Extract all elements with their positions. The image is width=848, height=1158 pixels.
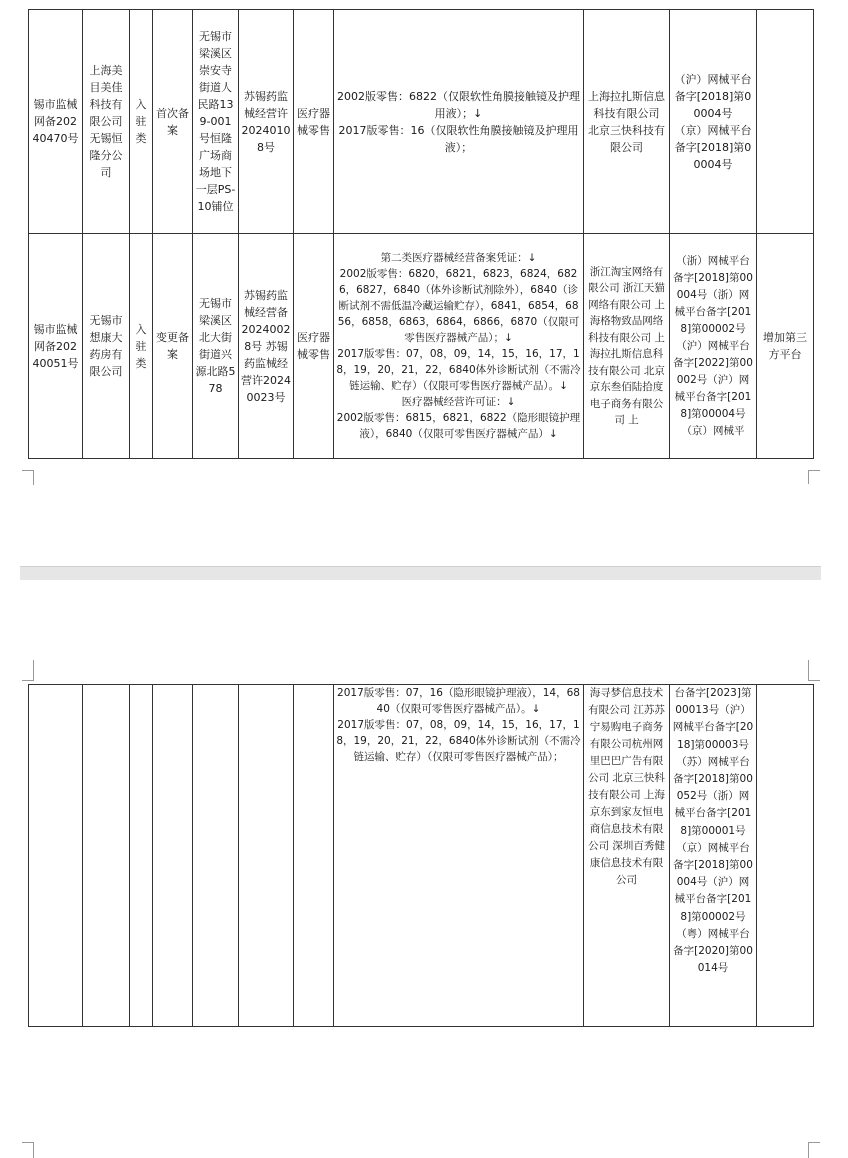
license-cell: 苏锡药监械经营备20240028号 苏锡药监械经营许20240023号 — [239, 234, 294, 459]
remark-cell — [757, 10, 814, 234]
license-cell: 苏锡药监械经营许20240108号 — [239, 10, 294, 234]
company-cell: 上海美目美佳科技有限公司无锡恒隆分公司 — [83, 10, 130, 234]
scope-type-cell: 医疗器械零售 — [294, 10, 334, 234]
category-cell: 入驻类 — [130, 10, 153, 234]
address-cell: 无锡市梁溪区崇安寺街道人民路139-001号恒隆广场商场地下一层PS-10铺位 — [193, 10, 239, 234]
reg-no-cell — [29, 685, 83, 1027]
table-row — [29, 10, 814, 234]
scope-cell-continued: 2017版零售：07，16（隐形眼镜护理液），14，6840（仅限可零售医疗器械产品）。↓ 2017版零售：07，08，09，14，15，16，17，18，19，20，21，22，6840体外诊断试剂（不需冷链运输、贮存）（仅限可零售医疗器械产品）； — [334, 685, 584, 1027]
platform-nos-cell-continued: 台备字[2023]第00013号（沪）网械平台备字[2018]第00003号（苏）网械平台备字[2018]第00052号（浙）网械平台备字[2018]第00001号（京）网械平台备字[2018]第00004号（沪）网械平台备字[2018]第00002号（粤）网械平台备字[2020]第00014号 — [670, 685, 757, 1027]
remark-cell: 增加第三方平台 — [757, 234, 814, 459]
document-page-1 — [0, 0, 848, 565]
filing-type-cell — [153, 685, 193, 1027]
page-gap — [20, 566, 821, 581]
platform-nos-cell: （沪）网械平台备字[2018]第00004号 （京）网械平台备字[2018]第00004号 — [670, 10, 757, 234]
filing-type-cell: 首次备案 — [153, 10, 193, 234]
company-cell: 无锡市想康大药房有限公司 — [83, 234, 130, 459]
address-cell: 无锡市梁溪区北大街街道兴源北路578 — [193, 234, 239, 459]
document-page-2 — [0, 580, 848, 1158]
platforms-cell: 浙江淘宝网络有限公司 浙江天猫网络有限公司 上海格物致品网络科技有限公司 上海拉扎斯信息科技有限公司 北京京东叁佰陆拾度电子商务有限公司 上 — [584, 234, 670, 459]
table-row — [29, 685, 814, 1027]
platforms-cell-continued: 海寻梦信息技术有限公司 江苏苏宁易购电子商务有限公司杭州网里巴巴广告有限公司 北京三快科技有限公司 上海京东到家友恒电商信息技术有限公司 深圳百秀健康信息技术有限公司 — [584, 685, 670, 1027]
scope-cell: 第二类医疗器械经营备案凭证：↓ 2002版零售：6820，6821，6823，6824，6826，6827，6840（体外诊断试剂除外），6840（诊断试剂不需低温冷藏运输贮存），6841，6854，6856，6858，6863，6864，6866，6870（仅限可零售医疗器械产品）；↓ 2017版零售：07，08，09，14，15，16，17，18，19，20，21，22，6840体外诊断试剂（不需冷链运输、贮存）（仅限可零售医疗器械产品）。↓ 医疗器械经营许可证：↓ 2002版零售：6815，6821，6822（隐形眼镜护理液），6840（仅限可零售医疗器械产品）↓ — [334, 234, 584, 459]
table-row — [29, 234, 814, 459]
remark-cell — [757, 685, 814, 1027]
company-cell — [83, 685, 130, 1027]
address-cell — [193, 685, 239, 1027]
reg-no-cell: 锡市监械网备20240051号 — [29, 234, 83, 459]
reg-no-cell: 锡市监械网备20240470号 — [29, 10, 83, 234]
filing-type-cell: 变更备案 — [153, 234, 193, 459]
record-table-page-2 — [28, 684, 814, 1027]
platforms-cell: 上海拉扎斯信息科技有限公司 北京三快科技有限公司 — [584, 10, 670, 234]
scope-type-cell — [294, 685, 334, 1027]
scope-cell: 2002版零售：6822（仅限软性角膜接触镜及护理用液）；↓ 2017版零售：16（仅限软性角膜接触镜及护理用液）； — [334, 10, 584, 234]
scope-type-cell: 医疗器械零售 — [294, 234, 334, 459]
license-cell — [239, 685, 294, 1027]
category-cell: 入驻类 — [130, 234, 153, 459]
category-cell — [130, 685, 153, 1027]
platform-nos-cell: （浙）网械平台备字[2018]第00004号（浙）网械平台备字[2018]第00002号（沪）网械平台备字[2022]第00002号（沪）网械平台备字[2018]第00004号（京）网械平 — [670, 234, 757, 459]
record-table-page-1 — [28, 9, 814, 459]
